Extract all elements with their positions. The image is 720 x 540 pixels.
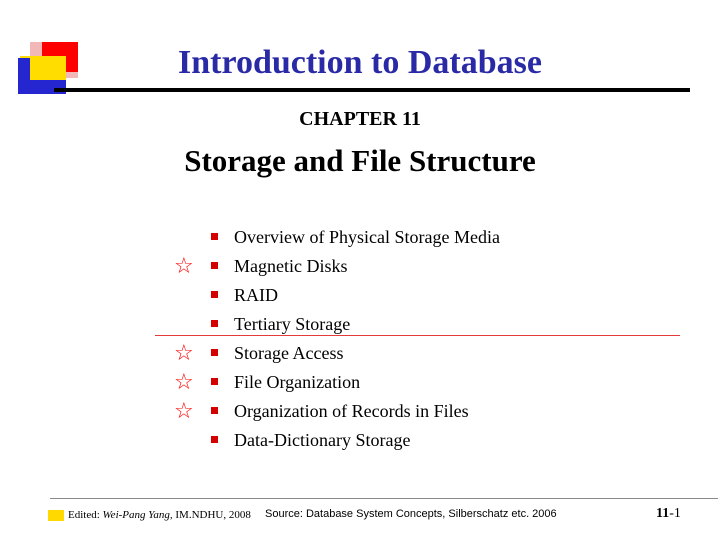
footer-edited-prefix: Edited: — [68, 509, 100, 521]
title-underline — [54, 88, 690, 92]
footer-org: IM.NDHU, 2008 — [175, 509, 251, 521]
page-chapter: 11 — [656, 506, 670, 521]
slide-title: Introduction to Database — [178, 44, 542, 81]
star-outline-icon: ☆ — [174, 341, 194, 366]
section-divider — [155, 335, 680, 336]
footer-yellow-marker — [48, 510, 64, 521]
agenda-list — [170, 224, 690, 456]
agenda-item — [170, 398, 690, 427]
square-bullet-icon — [211, 233, 218, 240]
agenda-item-label: Organization of Records in Files — [234, 401, 469, 421]
footer-divider — [50, 498, 718, 499]
agenda-item-label: Tertiary Storage — [234, 314, 351, 334]
agenda-item-label: Overview of Physical Storage Media — [234, 227, 500, 247]
agenda-item — [170, 282, 690, 311]
footer-editor-name: Wei-Pang Yang, — [102, 509, 173, 521]
agenda-item — [170, 224, 690, 253]
square-bullet-icon — [211, 320, 218, 327]
agenda-item — [170, 253, 690, 282]
square-bullet-icon — [211, 349, 218, 356]
square-bullet-icon — [211, 262, 218, 269]
agenda-item — [170, 427, 690, 456]
agenda-item-label: Storage Access — [234, 343, 344, 363]
agenda-item-label: RAID — [234, 285, 278, 305]
chapter-label: CHAPTER 11 — [299, 108, 421, 130]
page-number — [656, 506, 681, 522]
square-bullet-icon — [211, 378, 218, 385]
square-bullet-icon — [211, 436, 218, 443]
footer-editor-credit — [68, 509, 251, 521]
agenda-item — [170, 340, 690, 369]
star-outline-icon: ☆ — [174, 370, 194, 395]
page-index: -1 — [669, 506, 681, 521]
slide-subtitle: Storage and File Structure — [184, 143, 536, 178]
agenda-item-label: File Organization — [234, 372, 361, 392]
footer-source: Source: Database System Concepts, Silberschatz etc. 2006 — [265, 508, 557, 520]
star-outline-icon: ☆ — [174, 399, 194, 424]
agenda-item-label: Data-Dictionary Storage — [234, 430, 411, 450]
square-bullet-icon — [211, 407, 218, 414]
agenda-item-label: Magnetic Disks — [234, 256, 348, 276]
star-outline-icon: ☆ — [174, 254, 194, 279]
square-bullet-icon — [211, 291, 218, 298]
agenda-item — [170, 369, 690, 398]
